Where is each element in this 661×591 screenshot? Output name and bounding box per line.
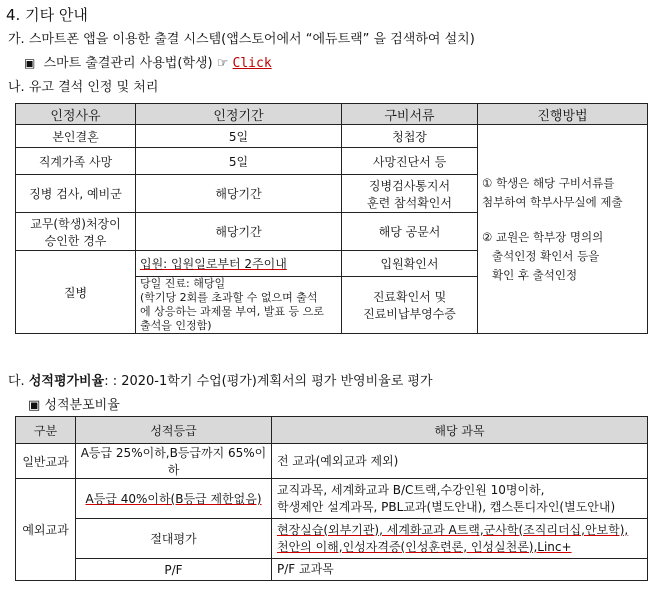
courses-cell [272, 479, 648, 519]
procedure-step-1-cont: 첨부하여 학부사무실에 제출 [482, 194, 623, 209]
header-procedure: 진행방법 [478, 104, 648, 125]
outpatient-line-4: 출석을 인정함) [140, 319, 212, 332]
grading-ratio-line [8, 370, 433, 389]
grading-ratio-text: : : 2020-1학기 수업(평가)계획서의 평가 반영비율로 평가 [104, 374, 433, 389]
square-bullet-icon: ▣ [24, 56, 36, 70]
table-row [16, 444, 648, 479]
reason-cell-illness: 질병 [16, 251, 136, 334]
category-cell: 일반교과 [16, 444, 76, 479]
procedure-step-2-end: 확인 후 출석인정 [492, 267, 578, 282]
click-link[interactable]: Click [232, 56, 272, 71]
header-grade: 성적등급 [76, 417, 272, 444]
documents-cell-outpatient [342, 277, 478, 334]
reason-cell: 직계가족 사망 [16, 148, 136, 175]
header-category: 구분 [16, 417, 76, 444]
category-cell-exception: 예외교과 [16, 479, 76, 581]
table-header-row [16, 417, 648, 444]
inpatient-period-text: 입원: 입원일로부터 2주이내 [140, 257, 287, 271]
attendance-method-label: 스마트 출결관리 사용법(학생) [43, 56, 213, 71]
documents-cell: 해당 공문서 [342, 213, 478, 251]
courses-line-2: 천안의 이해,인성자격증(인성훈련론, 인성실천론),Linc+ [277, 539, 572, 554]
pointing-hand-icon: ☞ [216, 56, 229, 71]
courses-line-2: 학생제안 설계과목, PBL교과(별도안내), 캡스톤디자인(별도안내) [277, 499, 616, 514]
procedure-step-2-cont: 출석인정 확인서 등을 [492, 248, 600, 263]
reason-cell: 본인결혼 [16, 125, 136, 148]
courses-line-1: 현장실습(외부기관), 세계화교과 A트랙,군사학(조직리더십,안보학), [277, 522, 629, 537]
table-header-row [16, 104, 648, 125]
reason-cell: 징병 검사, 예비군 [16, 175, 136, 213]
courses-line-1: 교직과목, 세계화교과 B/C트랙,수강인원 10명이하, [277, 482, 545, 497]
period-cell-outpatient [136, 277, 342, 334]
courses-cell: 전 교과(예외교과 제외) [272, 444, 648, 479]
table-row [16, 519, 648, 559]
grade-distribution-table [15, 416, 648, 581]
documents-line-2: 진료비납부영수증 [363, 307, 456, 321]
procedure-step-1: ① 학생은 해당 구비서류를 [482, 175, 615, 190]
outpatient-line-2: (학기당 2회를 초과할 수 없으며 출석 [140, 291, 318, 304]
grade-cell [76, 479, 272, 519]
documents-cell-inpatient: 입원확인서 [342, 251, 478, 277]
table-row [16, 479, 648, 519]
documents-line-2: 훈련 참석확인서 [367, 195, 452, 210]
period-cell-inpatient [136, 251, 342, 277]
documents-cell: 사망진단서 등 [342, 148, 478, 175]
procedure-cell [478, 125, 648, 334]
header-documents: 구비서류 [342, 104, 478, 125]
grading-prefix: 다. [8, 374, 29, 389]
header-period: 인정기간 [136, 104, 342, 125]
grade-distribution-label: ▣ 성적분포비율 [28, 398, 120, 413]
outpatient-line-1: 당일 진료: 해당일 [140, 277, 226, 290]
courses-cell: P/F 교과목 [272, 559, 648, 581]
documents-cell: 청첩장 [342, 125, 478, 148]
header-reason: 인정사유 [16, 104, 136, 125]
period-cell: 해당기간 [136, 175, 342, 213]
reason-line-1: 교무(학생)처장이 [30, 216, 121, 231]
reason-line-2: 승인한 경우 [44, 233, 107, 248]
table-row [16, 559, 648, 581]
documents-cell [342, 175, 478, 213]
reason-cell [16, 213, 136, 251]
outpatient-line-3: 에 상응하는 과제물 부여, 발표 등 으로 [140, 305, 324, 318]
courses-cell [272, 519, 648, 559]
table-row [16, 125, 648, 148]
attendance-system-notice: 가. 스마트폰 앱을 이용한 출결 시스템(앱스토어에서 “에듀트랙” 을 검색하여 설치) [8, 32, 475, 47]
period-cell: 5일 [136, 148, 342, 175]
documents-line-1: 징병검사통지서 [368, 178, 451, 193]
section-title: 4. 기타 안내 [6, 6, 88, 24]
header-courses: 해당 과목 [272, 417, 648, 444]
period-cell: 해당기간 [136, 213, 342, 251]
absence-table [15, 103, 648, 334]
documents-line-1: 진료확인서 및 [372, 290, 447, 304]
grading-ratio-title: 성적평가비율 [28, 374, 105, 389]
attendance-method-line [24, 52, 272, 71]
grade-cell: A등급 25%이하,B등급까지 65%이하 [76, 444, 272, 479]
grade-cell: 절대평가 [76, 519, 272, 559]
grade-cell: P/F [76, 559, 272, 581]
grade-text: A등급 40%이하(B등급 제한없음) [85, 492, 262, 506]
period-cell: 5일 [136, 125, 342, 148]
absence-heading: 나. 유고 결석 인정 및 처리 [8, 80, 159, 95]
procedure-step-2: ② 교원은 학부장 명의의 [482, 229, 604, 244]
